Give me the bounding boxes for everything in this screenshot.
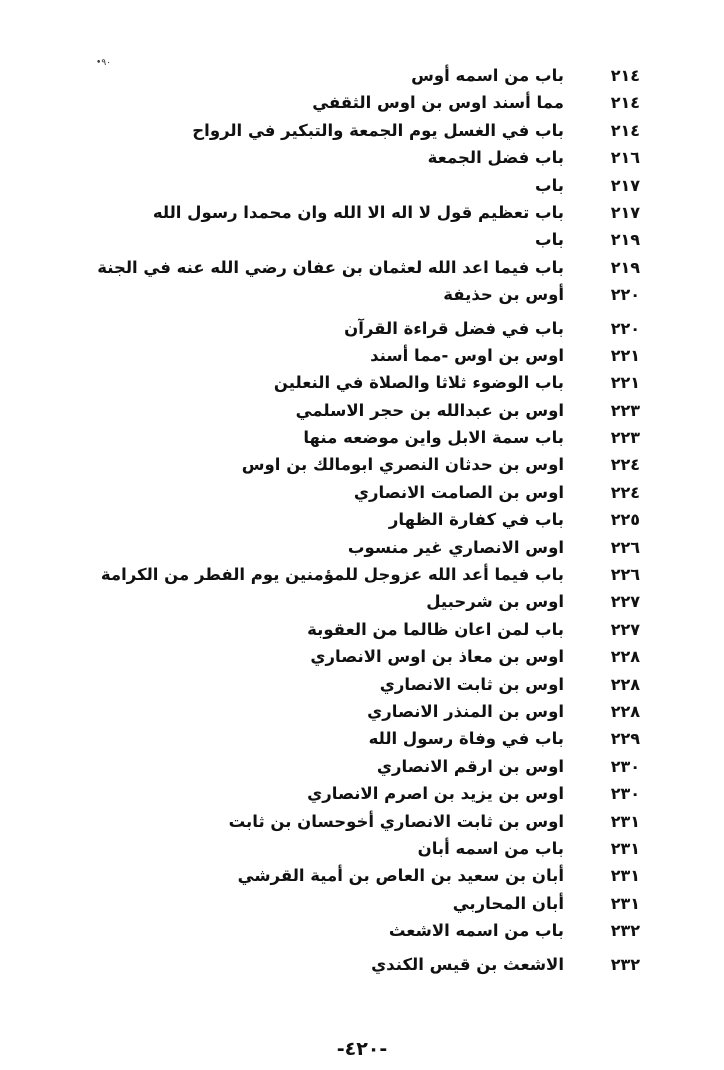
toc-title: اوس بن ثابت الانصاري	[379, 674, 564, 694]
toc-entry	[0, 727, 724, 754]
toc-page-number: ٢٣١	[610, 893, 640, 913]
toc-entry	[0, 174, 724, 201]
toc-entry	[0, 645, 724, 672]
toc-title: باب في الغسل يوم الجمعة والتبكير في الرواح	[192, 120, 564, 140]
toc-page-number: ٢٢٤	[610, 455, 640, 475]
toc-entry	[0, 810, 724, 837]
toc-entry	[0, 892, 724, 919]
toc-page-number: ٢٣١	[610, 866, 640, 886]
toc-title: باب في وفاة رسول الله	[368, 729, 564, 749]
toc-page-number: ٢١٤	[610, 120, 640, 140]
toc-page-number: ٢٢٤	[610, 482, 640, 502]
toc-title: باب سمة الابل واين موضعه منها	[303, 428, 564, 448]
toc-page-number: ٢٢٧	[610, 592, 640, 612]
toc-page-number: ٢٢٨	[610, 647, 640, 667]
toc-title: اوس بن معاذ بن اوس الانصاري	[310, 647, 564, 667]
toc-title: اوس الانصاري غير منسوب	[347, 537, 564, 557]
toc-title: الاشعث بن قيس الكندي	[371, 954, 564, 974]
toc-title: باب فضل الجمعة	[427, 148, 564, 168]
toc-page-number: ٢٣٠	[610, 784, 640, 804]
toc-title: باب فيما اعد الله لعثمان بن عفان رضي الله عنه في الجنة	[97, 257, 564, 277]
toc-entry	[0, 953, 724, 980]
toc-title: اوس بن حدثان النصري ابومالك بن اوس	[241, 455, 564, 475]
toc-entry	[0, 755, 724, 782]
table-of-contents	[0, 64, 724, 980]
toc-page-number: ٢٢٣	[610, 400, 640, 420]
toc-title: باب	[535, 175, 564, 195]
toc-entry	[0, 673, 724, 700]
page-number: -٤٢٠-	[336, 1038, 388, 1060]
toc-title: باب من اسمه الاشعث	[388, 921, 564, 941]
toc-entry	[0, 256, 724, 283]
toc-entry	[0, 536, 724, 563]
toc-entry	[0, 837, 724, 864]
toc-page-number: ٢٢٠	[610, 285, 640, 305]
toc-title: اوس بن اوس -مما أسند	[370, 345, 564, 365]
toc-entry	[0, 426, 724, 453]
toc-entry	[0, 919, 724, 946]
toc-title: باب لمن اعان ظالما من العقوبة	[307, 619, 564, 639]
toc-entry	[0, 481, 724, 508]
toc-entry	[0, 317, 724, 344]
toc-page-number: ٢٢١	[610, 373, 640, 393]
toc-page-number: ٢٣٢	[610, 954, 640, 974]
toc-page-number: ٢٣١	[610, 838, 640, 858]
toc-title: باب تعظيم قول لا اله الا الله وان محمدا رسول الله	[152, 202, 564, 222]
toc-entry	[0, 618, 724, 645]
toc-page-number: ٢٢٧	[610, 619, 640, 639]
toc-title: باب	[535, 230, 564, 250]
toc-page-number: ٢٢٦	[610, 537, 640, 557]
toc-entry	[0, 146, 724, 173]
toc-entry	[0, 119, 724, 146]
toc-entry	[0, 371, 724, 398]
toc-entry	[0, 590, 724, 617]
toc-page-number: ٢٢٩	[610, 729, 640, 749]
toc-title: أوس بن حذيفة	[443, 285, 564, 305]
toc-entry	[0, 782, 724, 809]
toc-title: اوس بن شرحبيل	[426, 592, 564, 612]
toc-title: باب من اسمه أبان	[417, 838, 564, 858]
toc-page-number: ٢١٧	[610, 175, 640, 195]
toc-title: أبان بن سعيد بن العاص بن أمية القرشي	[237, 866, 564, 886]
toc-title: باب في فضل قراءة القرآن	[344, 318, 564, 338]
corner-mark: •٩٠	[96, 58, 111, 68]
toc-title: أبان المحاربي	[452, 893, 564, 913]
toc-title: باب من اسمه أوس	[411, 66, 564, 85]
toc-title: باب الوضوء ثلاثا والصلاة في النعلين	[273, 373, 564, 393]
toc-page-number: ٢١٩	[610, 230, 640, 250]
toc-page-number: ٢٢٦	[610, 565, 640, 585]
toc-page-number: ٢١٤	[610, 93, 640, 113]
toc-page-number: ٢٢٠	[610, 318, 640, 338]
toc-page-number: ٢٢٨	[610, 701, 640, 721]
toc-title: باب في كفارة الظهار	[388, 510, 564, 530]
toc-page-number: ٢٢١	[610, 345, 640, 365]
toc-entry	[0, 283, 724, 310]
toc-title: مما أسند اوس بن اوس الثقفي	[312, 93, 564, 113]
toc-entry	[0, 453, 724, 480]
toc-entry	[0, 563, 724, 590]
toc-page-number: ٢٣٠	[610, 756, 640, 776]
toc-page-number: ٢١٧	[610, 202, 640, 222]
toc-title: اوس بن ارقم الانصاري	[376, 756, 564, 776]
toc-title: اوس بن ثابت الانصاري أخوحسان بن ثابت	[228, 811, 564, 831]
toc-page-number: ٢٣١	[610, 811, 640, 831]
toc-title: اوس بن المنذر الانصاري	[367, 701, 564, 721]
toc-entry	[0, 64, 724, 91]
toc-page-number: ٢٣٢	[610, 921, 640, 941]
toc-entry	[0, 700, 724, 727]
toc-entry	[0, 201, 724, 228]
toc-page-number: ٢٢٨	[610, 674, 640, 694]
toc-title: اوس بن الصامت الانصاري	[353, 482, 564, 502]
toc-entry	[0, 228, 724, 255]
toc-entry	[0, 91, 724, 118]
toc-page-number: ٢١٤	[610, 66, 640, 85]
toc-page-number: ٢١٦	[610, 148, 640, 168]
toc-entry	[0, 399, 724, 426]
toc-page-number: ٢٢٣	[610, 428, 640, 448]
toc-entry	[0, 508, 724, 535]
toc-page-number: ٢٢٥	[610, 510, 640, 530]
toc-title: اوس بن عبدالله بن حجر الاسلمي	[295, 400, 564, 420]
toc-page-number: ٢١٩	[610, 257, 640, 277]
toc-entry	[0, 344, 724, 371]
toc-entry	[0, 864, 724, 891]
toc-title: اوس بن يزيد بن اصرم الانصاري	[307, 784, 564, 804]
toc-title: باب فيما أعد الله عزوجل للمؤمنين يوم الفطر من الكرامة	[100, 565, 564, 585]
